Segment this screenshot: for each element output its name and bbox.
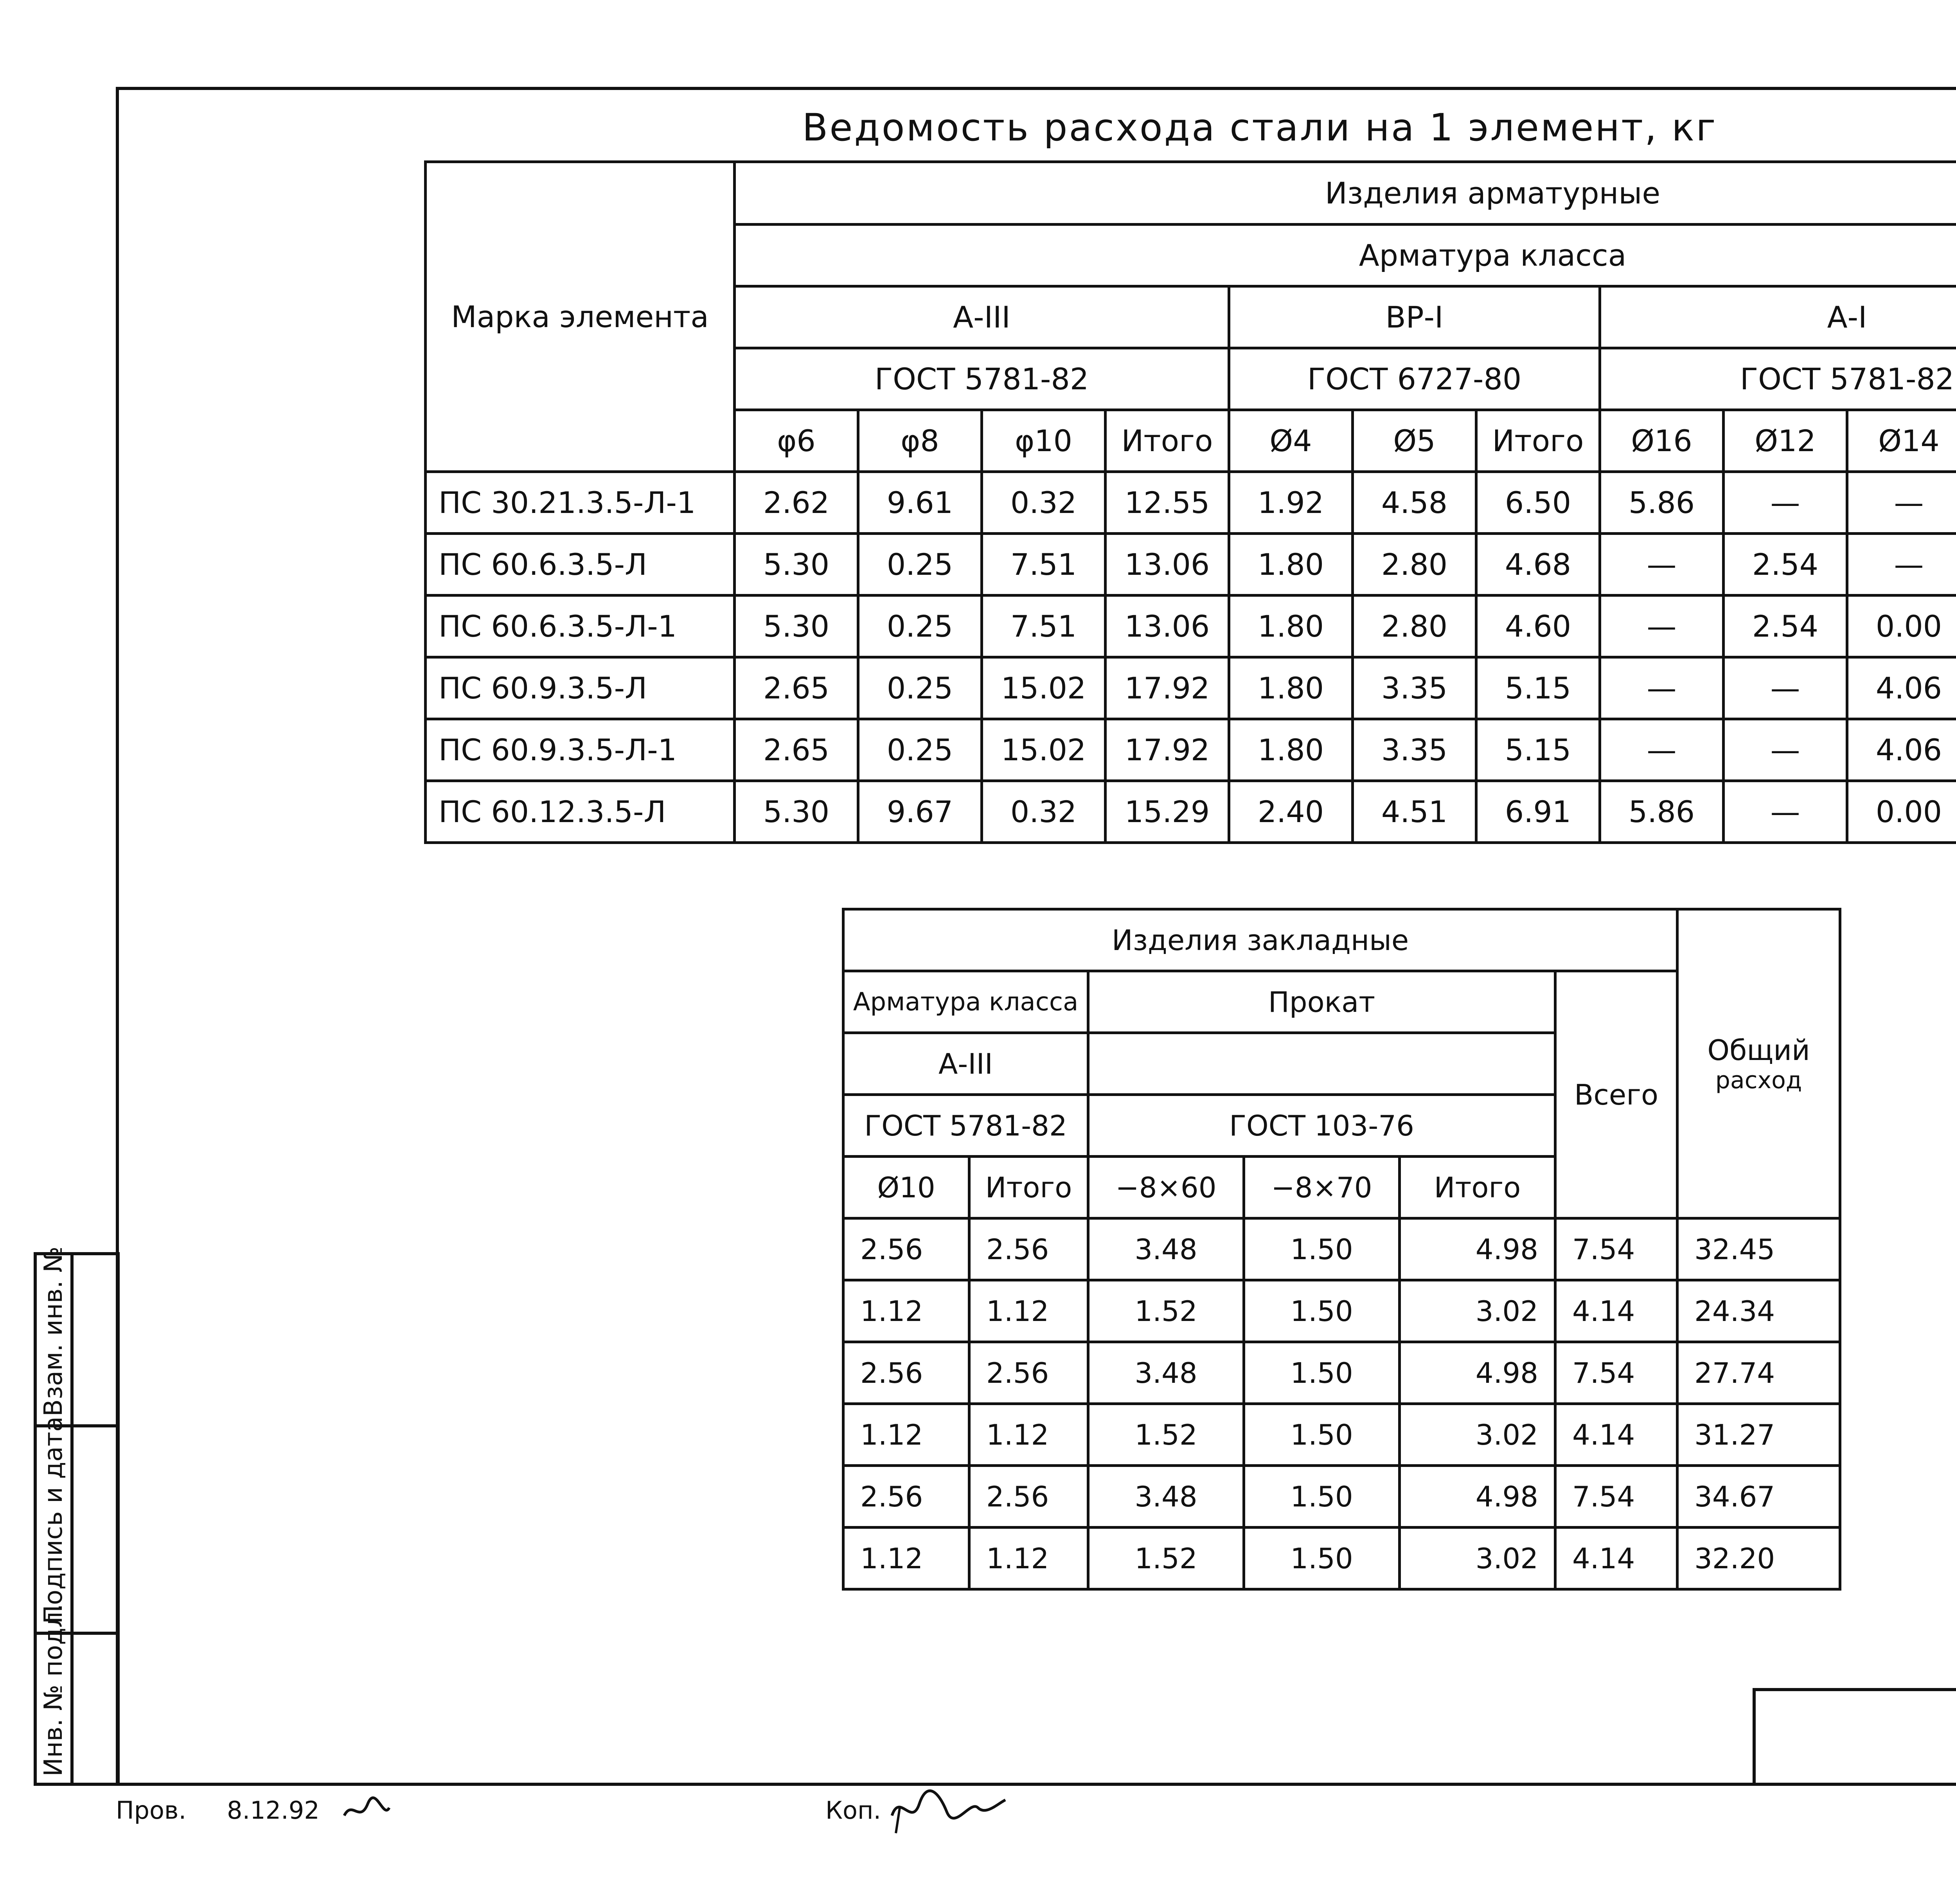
element-mark: ПС 60.12.3.5-Л: [426, 781, 735, 843]
table-cell: 13.06: [1106, 534, 1229, 596]
table-cell: 1.12: [969, 1280, 1088, 1342]
table-cell: 2.56: [843, 1342, 969, 1404]
table-cell: 1.50: [1244, 1280, 1400, 1342]
table-cell: 3.48: [1088, 1218, 1244, 1280]
table-cell: —: [1600, 657, 1724, 719]
table-cell: 7.51: [982, 596, 1106, 657]
table-cell: 1.12: [969, 1404, 1088, 1466]
table-cell: 2.56: [969, 1342, 1088, 1404]
table-row: [426, 781, 1956, 843]
table-cell: 2.56: [969, 1466, 1088, 1528]
table-cell: 0.00: [1847, 596, 1956, 657]
table-cell: 4.98: [1400, 1342, 1555, 1404]
table-cell: —: [1847, 534, 1956, 596]
table-cell: 5.30: [735, 596, 858, 657]
table-cell: 0.25: [858, 719, 982, 781]
table-cell: 2.80: [1353, 534, 1476, 596]
document-code: [1878, 1718, 1956, 1755]
table-cell: —: [1600, 719, 1724, 781]
group-gost-a3: ГОСТ 5781-82: [735, 348, 1229, 410]
table-cell: 4.60: [1476, 596, 1600, 657]
side-label-replaced-inv: Взам. инв. №: [39, 1246, 68, 1416]
table-cell: —: [1847, 472, 1956, 534]
class-header: Арматура класса: [735, 225, 1956, 286]
table-cell: 31.27: [1677, 1404, 1840, 1466]
table-cell: 1.80: [1229, 596, 1353, 657]
table-cell: —: [1724, 781, 1847, 843]
element-mark: ПС 60.6.3.5-Л: [426, 534, 735, 596]
table-cell: 15.02: [982, 657, 1106, 719]
table-cell: —: [1724, 657, 1847, 719]
table-cell: 32.20: [1677, 1528, 1840, 1589]
table-row: [426, 657, 1956, 719]
table-row: [843, 1218, 1840, 1280]
table-cell: 4.06: [1847, 719, 1956, 781]
overall-header-line2: расход: [1715, 1066, 1802, 1094]
table-cell: 1.52: [1088, 1280, 1244, 1342]
table-cell: 0.32: [982, 781, 1106, 843]
table-row: [426, 596, 1956, 657]
table-cell: 4.14: [1555, 1404, 1677, 1466]
table-cell: 2.56: [969, 1218, 1088, 1280]
table-cell: 2.62: [735, 472, 858, 534]
table-cell: 12.55: [1106, 472, 1229, 534]
table-cell: 4.06: [1847, 657, 1956, 719]
rolled-blank-cell: [1088, 1033, 1555, 1095]
overall-header: [1677, 909, 1840, 1218]
table-cell: 34.67: [1677, 1466, 1840, 1528]
embedded-class-value: А-III: [843, 1033, 1088, 1095]
column-header: −8×60: [1088, 1157, 1244, 1218]
table-cell: 3.02: [1400, 1404, 1555, 1466]
table-cell: 1.50: [1244, 1404, 1400, 1466]
table-cell: 1.12: [843, 1404, 969, 1466]
mark-header: Марка элемента: [426, 162, 735, 472]
group-class-vr1: ВР-I: [1229, 286, 1600, 348]
table-cell: 1.12: [969, 1528, 1088, 1589]
element-mark: ПС 60.6.3.5-Л-1: [426, 596, 735, 657]
table-row: [843, 1280, 1840, 1342]
copy-label: Коп.: [825, 1796, 881, 1825]
table-cell: —: [1724, 719, 1847, 781]
table-cell: 17.92: [1106, 657, 1229, 719]
table-cell: 24.34: [1677, 1280, 1840, 1342]
column-header: Итого: [1106, 410, 1229, 472]
table-cell: 3.02: [1400, 1528, 1555, 1589]
table-cell: 1.50: [1244, 1218, 1400, 1280]
column-header: Ø5: [1353, 410, 1476, 472]
table-cell: 9.67: [858, 781, 982, 843]
column-header: Ø14: [1847, 410, 1956, 472]
table-cell: 4.14: [1555, 1528, 1677, 1589]
table-cell: 1.50: [1244, 1466, 1400, 1528]
table-cell: 1.50: [1244, 1528, 1400, 1589]
table-cell: 15.02: [982, 719, 1106, 781]
column-header: Итого: [1400, 1157, 1555, 1218]
strip-divider: [70, 1252, 74, 1786]
table-cell: 27.74: [1677, 1342, 1840, 1404]
group-gost-a1: ГОСТ 5781-82: [1600, 348, 1956, 410]
gost-rolled: ГОСТ 103-76: [1088, 1095, 1555, 1157]
continuation-title: [845, 873, 1956, 908]
table-cell: —: [1724, 472, 1847, 534]
column-header: φ6: [735, 410, 858, 472]
table-cell: 2.54: [1724, 596, 1847, 657]
side-label-original-inv: Инв. № подл.: [39, 1603, 68, 1776]
table-cell: —: [1600, 534, 1724, 596]
table-cell: 3.02: [1400, 1280, 1555, 1342]
column-header: φ8: [858, 410, 982, 472]
table-cell: 0.25: [858, 534, 982, 596]
sheet-title: Ведомость расхода стали на 1 элемент, кг: [802, 106, 1717, 149]
table-row: [843, 1342, 1840, 1404]
table-cell: 3.48: [1088, 1466, 1244, 1528]
table-cell: —: [1600, 596, 1724, 657]
gost-rebar: ГОСТ 5781-82: [843, 1095, 1088, 1157]
table-cell: 0.25: [858, 596, 982, 657]
table-cell: 4.58: [1353, 472, 1476, 534]
table-cell: 3.35: [1353, 719, 1476, 781]
table-cell: 0.32: [982, 472, 1106, 534]
table-cell: 1.80: [1229, 657, 1353, 719]
table-cell: 1.52: [1088, 1404, 1244, 1466]
table-cell: 13.06: [1106, 596, 1229, 657]
table-cell: 5.86: [1600, 781, 1724, 843]
element-mark: ПС 60.9.3.5-Л-1: [426, 719, 735, 781]
table-row: [843, 1404, 1840, 1466]
table-cell: 5.86: [1600, 472, 1724, 534]
checker-signature: [340, 1792, 391, 1827]
column-header: φ10: [982, 410, 1106, 472]
checked-label: Пров.: [116, 1796, 187, 1825]
table-cell: 2.65: [735, 657, 858, 719]
group-class-a1: А-I: [1600, 286, 1956, 348]
products-header: Изделия арматурные: [735, 162, 1956, 225]
column-header: −8×70: [1244, 1157, 1400, 1218]
table-cell: 7.54: [1555, 1218, 1677, 1280]
table-cell: 1.12: [843, 1280, 969, 1342]
table-cell: 1.52: [1088, 1528, 1244, 1589]
column-header: Итого: [969, 1157, 1088, 1218]
element-mark: ПС 60.9.3.5-Л: [426, 657, 735, 719]
table-cell: 6.91: [1476, 781, 1600, 843]
embedded-class-header: Арматура класса: [843, 971, 1088, 1033]
column-header: Ø4: [1229, 410, 1353, 472]
table-cell: 2.54: [1724, 534, 1847, 596]
table-cell: 7.54: [1555, 1466, 1677, 1528]
table-cell: 9.61: [858, 472, 982, 534]
table-row: [426, 534, 1956, 596]
embedded-products-header: Изделия закладные: [843, 909, 1677, 971]
steel-consumption-table: [424, 160, 1956, 844]
table-cell: 6.50: [1476, 472, 1600, 534]
table-cell: 4.98: [1400, 1218, 1555, 1280]
group-class-a3: А-III: [735, 286, 1229, 348]
rolled-header: Прокат: [1088, 971, 1555, 1033]
table-cell: 2.65: [735, 719, 858, 781]
table-cell: 4.51: [1353, 781, 1476, 843]
table-cell: 2.56: [843, 1218, 969, 1280]
table-cell: 4.98: [1400, 1466, 1555, 1528]
table-cell: 0.25: [858, 657, 982, 719]
table-cell: 17.92: [1106, 719, 1229, 781]
table-cell: 1.92: [1229, 472, 1353, 534]
table-row: [843, 1466, 1840, 1528]
table-row: [843, 1528, 1840, 1589]
overall-header-line1: Общий: [1707, 1033, 1810, 1067]
table-cell: 1.12: [843, 1528, 969, 1589]
embedded-total-header: Всего: [1555, 971, 1677, 1218]
table-cell: 5.30: [735, 534, 858, 596]
table-cell: 7.54: [1555, 1342, 1677, 1404]
table-cell: 32.45: [1677, 1218, 1840, 1280]
table-cell: 3.35: [1353, 657, 1476, 719]
column-header: Ø12: [1724, 410, 1847, 472]
copyist-signature: [884, 1784, 1009, 1835]
table-row: [426, 472, 1956, 534]
embedded-items-table: [842, 908, 1841, 1591]
table-row: [426, 719, 1956, 781]
table-cell: 5.30: [735, 781, 858, 843]
column-header: Ø10: [843, 1157, 969, 1218]
table-cell: 2.80: [1353, 596, 1476, 657]
column-header: Ø16: [1600, 410, 1724, 472]
table-cell: 1.80: [1229, 719, 1353, 781]
table-cell: 2.40: [1229, 781, 1353, 843]
group-gost-vr1: ГОСТ 6727-80: [1229, 348, 1600, 410]
checked-date: 8.12.92: [227, 1796, 320, 1825]
side-label-signature-date: Подпись и дата: [39, 1416, 68, 1624]
column-header: Итого: [1476, 410, 1600, 472]
table-cell: 4.68: [1476, 534, 1600, 596]
table-cell: 0.00: [1847, 781, 1956, 843]
table-cell: 2.56: [843, 1466, 969, 1528]
table-cell: 4.14: [1555, 1280, 1677, 1342]
element-mark: ПС 30.21.3.5-Л-1: [426, 472, 735, 534]
table-cell: 5.15: [1476, 657, 1600, 719]
table-cell: 1.80: [1229, 534, 1353, 596]
table-cell: 3.48: [1088, 1342, 1244, 1404]
table-cell: 7.51: [982, 534, 1106, 596]
table-cell: 5.15: [1476, 719, 1600, 781]
table-cell: 15.29: [1106, 781, 1229, 843]
table-cell: 1.50: [1244, 1342, 1400, 1404]
